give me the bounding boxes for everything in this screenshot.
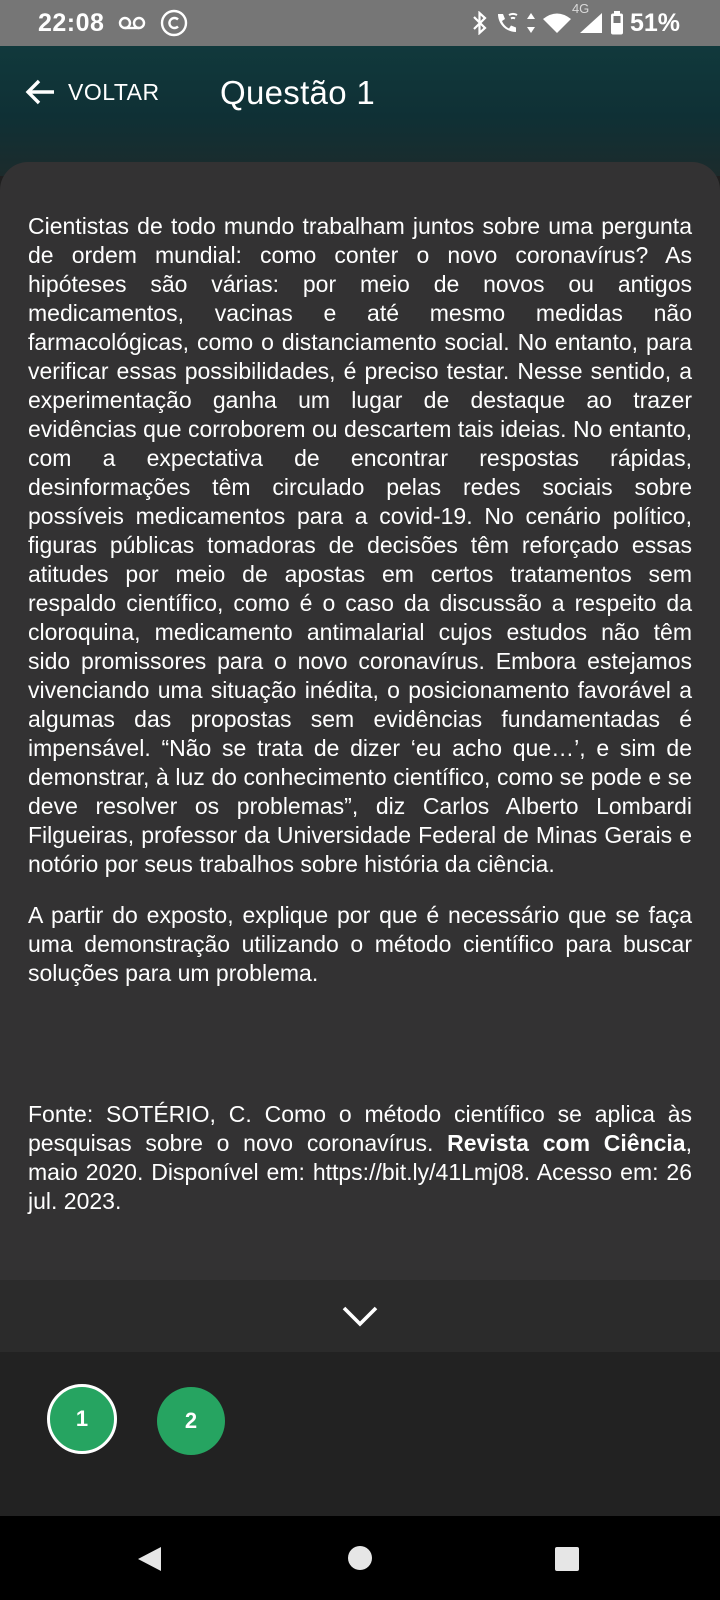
status-time: 22:08: [38, 8, 105, 37]
battery-percent: 51%: [629, 8, 680, 37]
arrow-left-icon: [24, 78, 56, 106]
question-chip-2[interactable]: 2: [157, 1387, 225, 1455]
wifi-call-icon: [494, 11, 520, 35]
source-title: Revista com Ciência: [447, 1130, 686, 1156]
data-arrows-icon: [526, 12, 536, 34]
copyright-icon: [160, 9, 188, 37]
system-nav-bar: [0, 1516, 720, 1600]
question-navigator: [0, 1352, 720, 1516]
source-suffix: , maio 2020. Disponível em: https://bit.ly/41Lmj08. Acesso em: 26 jul. 2023.: [28, 1130, 692, 1214]
bluetooth-icon: [472, 11, 488, 35]
voicemail-icon: [118, 15, 146, 31]
status-left: [38, 9, 188, 38]
home-icon[interactable]: [347, 1545, 373, 1576]
recents-icon[interactable]: [554, 1546, 580, 1577]
page-title: Questão 1: [220, 74, 375, 111]
source-prefix: Fonte: SOTÉRIO, C. Como o método científico se aplica às pesquisas sobre o novo coronavírus.: [28, 1101, 692, 1156]
back-button[interactable]: [24, 78, 160, 106]
back-label: VOLTAR: [68, 78, 160, 105]
question-body: [28, 212, 692, 1010]
collapse-toggle[interactable]: [0, 1280, 720, 1352]
question-chip-1[interactable]: 1: [47, 1384, 117, 1454]
status-bar: [0, 0, 720, 46]
network-type: 4G: [571, 1, 590, 16]
chevron-down-icon: [341, 1304, 379, 1328]
battery-icon: [610, 11, 624, 35]
question-paragraph-context: Cientistas de todo mundo trabalham juntos sobre uma pergunta de ordem mundial: como conter o novo coronavírus? As hipóteses são várias: por meio de novos ou antigos medicamentos, vacinas e até mesmo medidas não farmacológicas, como o distanciamento social. No entanto, para verificar essas possibilidades, é preciso testar. Nesse sentido, a experimentação ganha um lugar de destaque ao trazer evidências que corroborem ou descartem tais ideias. No entanto, com a expectativa de encontrar respostas rápidas, desinformações têm circulado pelas redes sociais sobre possíveis medicamentos para a covid-19. No cenário político, figuras públicas tomadoras de decisões têm reforçado essas atitudes por meio de apostas em certos tratamentos sem respaldo científico, como é o caso da discussão a respeito da cloroquina, medicamento antimalarial cujos estudos não têm sido promissores para o novo coronavírus. Embora estejamos vivenciando uma situação inédita, o posicionamento favorável a algumas das propostas sem evidências fundamentadas é impensável. “Não se trata de dizer ‘eu acho que…’, e sim de demonstrar, à luz do conhecimento científico, como se pode e se deve resolver os problemas”, diz Carlos Alberto Lombardi Filgueiras, professor da Universidade Federal de Minas Gerais e notório por seus trabalhos sobre história da ciência.: [28, 213, 692, 877]
status-right: [472, 1, 680, 38]
source-citation: [28, 1100, 692, 1216]
signal-icon: [571, 1, 604, 35]
wifi-icon: [542, 12, 572, 34]
back-icon[interactable]: [134, 1544, 164, 1579]
question-paragraph-prompt: A partir do exposto, explique por que é necessário que se faça uma demonstração utilizando o método científico para buscar soluções para um problema.: [28, 902, 692, 986]
